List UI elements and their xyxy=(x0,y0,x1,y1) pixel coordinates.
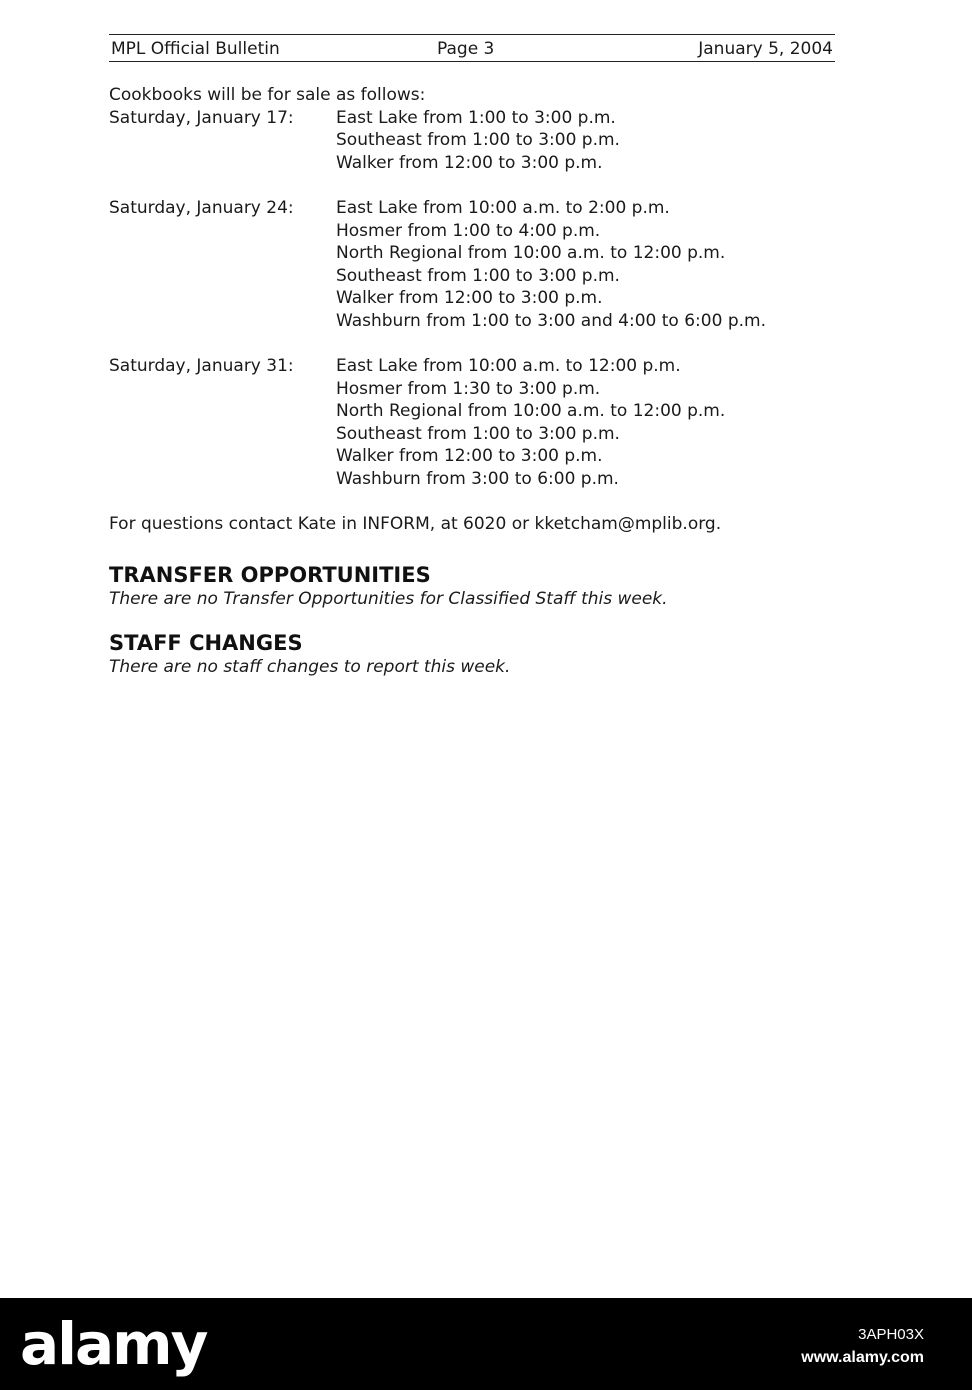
schedule-line: East Lake from 1:00 to 3:00 p.m. xyxy=(336,107,616,128)
schedule-line: Walker from 12:00 to 3:00 p.m. xyxy=(336,288,603,308)
schedule-lines xyxy=(336,197,766,332)
image-code: 3APH03X xyxy=(858,1326,924,1343)
contact-text: For questions contact Kate in INFORM, at 6020 or kketcham@mplib.org. xyxy=(109,514,722,534)
schedule-group xyxy=(109,355,849,490)
schedule-line: Washburn from 1:00 to 3:00 and 4:00 to 6:00 p.m. xyxy=(336,310,766,331)
schedule-day: Saturday, January 31: xyxy=(109,356,294,376)
schedule-line: East Lake from 10:00 a.m. to 12:00 p.m. xyxy=(336,356,681,376)
page-header xyxy=(109,34,835,62)
alamy-url: www.alamy.com xyxy=(801,1349,924,1366)
schedule-line: Walker from 12:00 to 3:00 p.m. xyxy=(336,446,603,466)
schedule-line: Southeast from 1:00 to 3:00 p.m. xyxy=(336,423,620,444)
section-text-staff-changes: There are no staff changes to report this week. xyxy=(109,656,511,677)
alamy-logo: alamy xyxy=(20,1310,207,1378)
schedule-line: Walker from 12:00 to 3:00 p.m. xyxy=(336,152,603,173)
section-title-staff-changes: STAFF CHANGES xyxy=(109,630,303,655)
schedule-day: Saturday, January 24: xyxy=(109,198,294,218)
schedule-line: North Regional from 10:00 a.m. to 12:00 p.m. xyxy=(336,401,726,421)
header-page-number: Page 3 xyxy=(437,39,495,59)
schedule-lines xyxy=(336,107,620,175)
schedule-line: Hosmer from 1:00 to 4:00 p.m. xyxy=(336,220,601,241)
section-title-transfer: TRANSFER OPPORTUNITIES xyxy=(109,562,431,587)
schedule-group xyxy=(109,197,849,332)
schedule-line: North Regional from 10:00 a.m. to 12:00 p.m. xyxy=(336,243,726,263)
schedule-day: Saturday, January 17: xyxy=(109,107,294,128)
schedule-line: Washburn from 3:00 to 6:00 p.m. xyxy=(336,468,619,489)
section-text-transfer: There are no Transfer Opportunities for Classified Staff this week. xyxy=(109,588,668,609)
schedule-line: East Lake from 10:00 a.m. to 2:00 p.m. xyxy=(336,198,670,218)
header-title: MPL Official Bulletin xyxy=(111,39,280,59)
header-date: January 5, 2004 xyxy=(698,39,833,59)
schedule-line: Southeast from 1:00 to 3:00 p.m. xyxy=(336,130,620,150)
watermark-footer xyxy=(0,1298,972,1390)
schedule-line: Hosmer from 1:30 to 3:00 p.m. xyxy=(336,378,601,399)
schedule-lines xyxy=(336,355,725,490)
intro-text: Cookbooks will be for sale as follows: xyxy=(109,85,426,105)
bulletin-content xyxy=(109,84,849,698)
schedule-line: Southeast from 1:00 to 3:00 p.m. xyxy=(336,265,620,286)
schedule-group xyxy=(109,107,849,175)
